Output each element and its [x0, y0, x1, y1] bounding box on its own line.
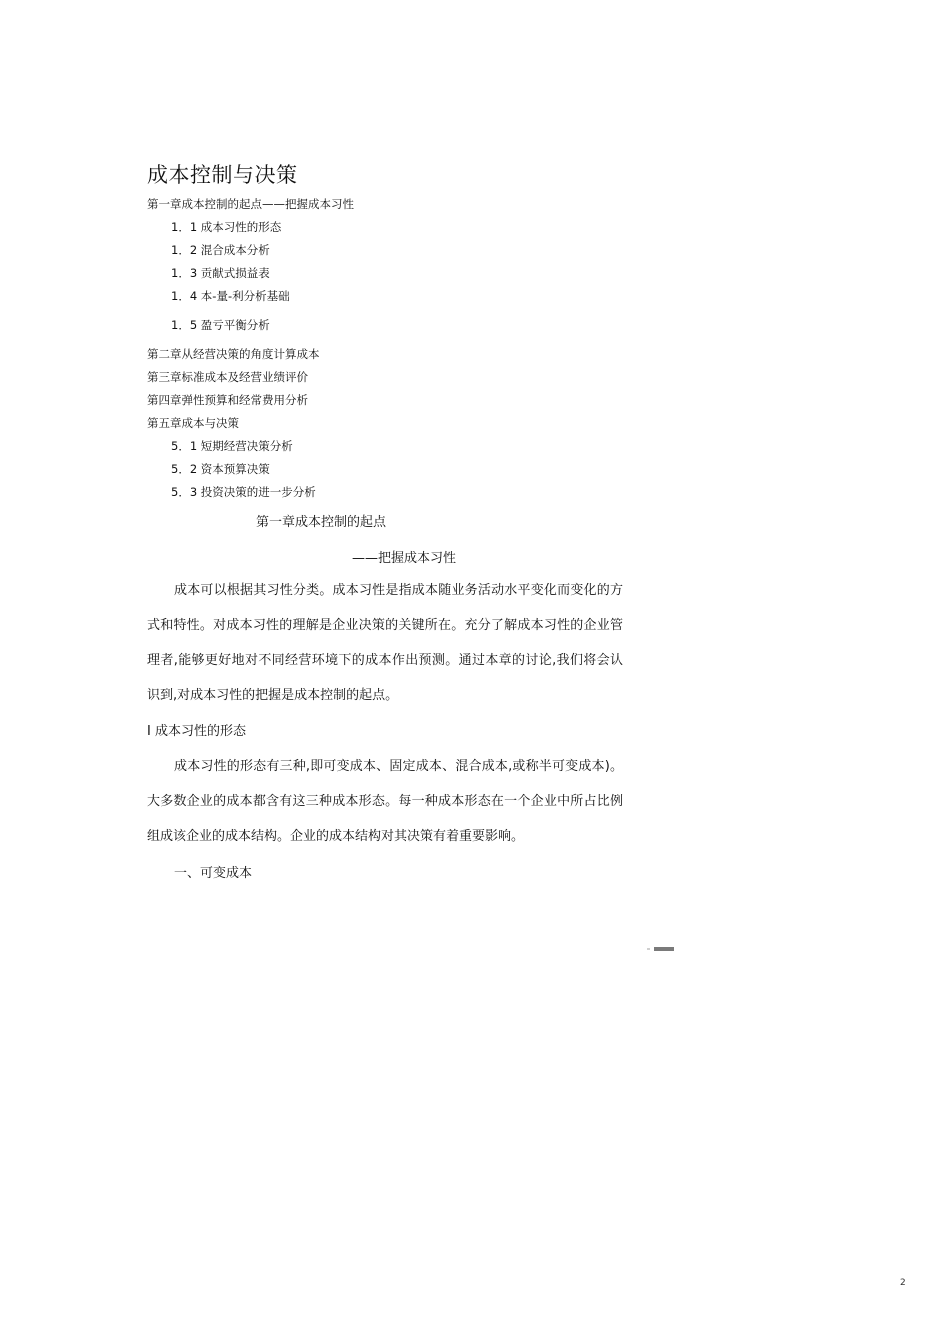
toc-item-chapter-5[interactable]: 第五章成本与决策 — [147, 416, 239, 430]
toc-item-chapter-2[interactable]: 第二章从经营决策的角度计算成本 — [147, 347, 320, 361]
toc-item-1-2[interactable]: 1．2 混合成本分析 — [171, 243, 270, 257]
section-paragraph: 成本习性的形态有三种,即可变成本、固定成本、混合成本,或称半可变成本)。大多数企业的成本都含有这三种成本形态。每一种成本形态在一个企业中所占比例组成该企业的成本结构。企业的成本结构对其决策有着重要影响。 — [147, 759, 623, 844]
toc-item-5-2[interactable]: 5．2 资本预算决策 — [171, 462, 270, 476]
scan-artifact-dot — [647, 948, 650, 950]
document-title: 成本控制与决策 — [147, 163, 298, 187]
toc-item-1-5[interactable]: 1．5 盈亏平衡分析 — [171, 318, 270, 332]
subsection-title: 一、可变成本 — [174, 866, 253, 881]
toc-item-chapter-4[interactable]: 第四章弹性预算和经常费用分析 — [147, 393, 308, 407]
toc-item-5-3[interactable]: 5．3 投资决策的进一步分析 — [171, 485, 316, 499]
intro-paragraph: 成本可以根据其习性分类。成本习性是指成本随业务活动水平变化而变化的方式和特性。对成本习性的理解是企业决策的关键所在。充分了解成本习性的企业管理者,能够更好地对不同经营环境下的成本作出预测。通过本章的讨论,我们将会认识到,对成本习性的把握是成本控制的起点。 — [147, 583, 623, 703]
toc-item-1-3[interactable]: 1．3 贡献式损益表 — [171, 266, 270, 280]
section-title: I 成本习性的形态 — [147, 724, 246, 739]
toc-item-chapter-1[interactable]: 第一章成本控制的起点——把握成本习性 — [147, 197, 354, 211]
toc-item-1-1[interactable]: 1．1 成本习性的形态 — [171, 220, 282, 234]
toc-item-chapter-3[interactable]: 第三章标准成本及经营业绩评价 — [147, 370, 308, 384]
toc-item-5-1[interactable]: 5．1 短期经营决策分析 — [171, 439, 293, 453]
scan-artifact-bar — [654, 947, 674, 951]
chapter-heading: 第一章成本控制的起点 — [256, 515, 387, 530]
chapter-subheading: ——把握成本习性 — [352, 551, 457, 566]
toc-item-1-4[interactable]: 1．4 本-量-利分析基础 — [171, 289, 290, 303]
page-number: 2 — [900, 1278, 906, 1288]
